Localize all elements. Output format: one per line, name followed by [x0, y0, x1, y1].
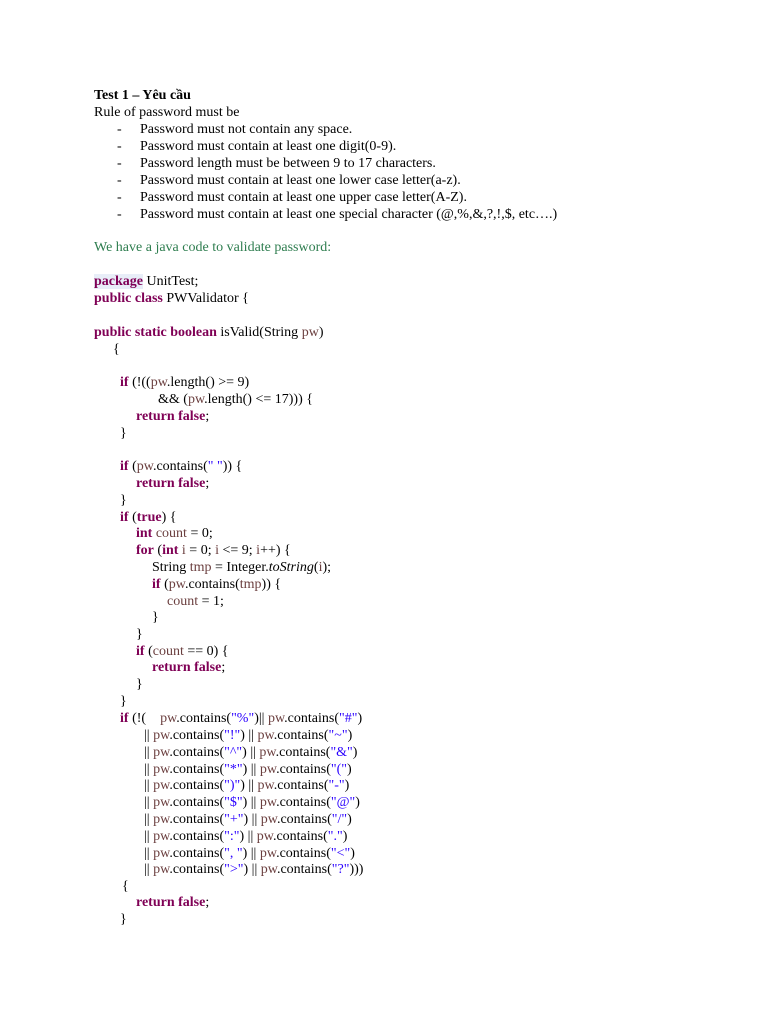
code-line-return [136, 475, 209, 492]
code-line-brace: { [122, 879, 129, 894]
code-method: toString [268, 560, 314, 575]
code-text: .contains( [276, 812, 332, 827]
code-text: || [258, 711, 265, 726]
code-var: pw [153, 795, 170, 810]
code-string: "+" [224, 812, 244, 827]
code-var: pw [187, 392, 205, 407]
code-line-special-or [144, 845, 355, 862]
code-text: ) [254, 711, 259, 726]
keyword: public class [94, 291, 163, 306]
code-text: ; [205, 895, 210, 910]
code-text: || [250, 795, 257, 810]
code-line-special-or [144, 828, 347, 845]
code-var: pw [257, 778, 274, 793]
code-text: .contains( [169, 728, 225, 743]
code-text: || [251, 812, 258, 827]
code-text: || [144, 745, 150, 760]
code-text: || [144, 829, 150, 844]
code-text: .contains( [284, 711, 339, 726]
code-text: ( [128, 459, 137, 474]
code-text: ) [239, 829, 248, 844]
code-var: tmp [239, 577, 262, 592]
code-string: "/" [331, 812, 348, 827]
code-text: .contains( [276, 862, 332, 877]
code-text: ; [221, 660, 226, 675]
code-text: )) { [222, 459, 243, 474]
code-text: .contains( [272, 829, 328, 844]
code-var: count [152, 644, 184, 659]
code-text: ) [318, 325, 324, 340]
code-text: || [144, 778, 150, 793]
code-text: = 0; [185, 543, 216, 558]
code-text: ) [342, 829, 348, 844]
code-var: pw [259, 762, 277, 777]
code-text: .contains( [169, 846, 225, 861]
code-string: "#" [339, 711, 358, 726]
code-string: "*" [224, 762, 243, 777]
code-string: "$" [224, 795, 243, 810]
code-var: pw [260, 812, 277, 827]
code-var: pw [257, 728, 274, 743]
code-text: || [251, 862, 258, 877]
code-var: pw [153, 745, 170, 760]
code-var: pw [153, 762, 170, 777]
code-text: .contains( [169, 762, 225, 777]
code-var: count [155, 526, 187, 541]
code-string: ">" [224, 862, 244, 877]
list-bullet: - [117, 139, 122, 154]
code-string: "(" [330, 762, 347, 777]
code-string: ")" [224, 778, 241, 793]
code-line-brace: } [136, 677, 143, 692]
code-line-brace: { [113, 342, 120, 357]
keyword: public static boolean [94, 325, 217, 340]
code-var: pw [168, 577, 185, 592]
code-var: pw [150, 375, 167, 390]
code-string: " " [207, 459, 223, 474]
list-item: Password must contain at least one lower case letter(a-z). [140, 173, 461, 188]
code-line-if-space [120, 458, 242, 475]
rule-intro: Rule of password must be [94, 105, 240, 120]
code-text: || [144, 762, 150, 777]
code-text: ) [347, 812, 352, 827]
code-line-string-tmp [152, 559, 331, 576]
code-line-if-special [120, 710, 362, 727]
code-text: .contains( [275, 745, 331, 760]
code-text: || [144, 846, 150, 861]
keyword: if [120, 510, 129, 525]
code-var: count [167, 594, 199, 609]
code-text: ) [355, 795, 360, 810]
code-text: .contains( [184, 577, 240, 592]
list-item: Password length must be between 9 to 17 characters. [140, 156, 436, 171]
code-text: || [144, 728, 150, 743]
code-text: ) [240, 778, 249, 793]
code-line-special-or [144, 861, 363, 878]
code-text: .contains( [276, 762, 331, 777]
code-text: ) [242, 846, 251, 861]
list-bullet: - [117, 207, 122, 222]
code-text: ) [243, 812, 252, 827]
code-string: "!" [224, 728, 241, 743]
code-text: ); [322, 560, 332, 575]
list-bullet: - [117, 173, 122, 188]
code-text: PWValidator { [162, 291, 249, 306]
code-line-brace: } [120, 912, 127, 927]
code-var: pw [256, 829, 273, 844]
keyword: if [136, 644, 145, 659]
code-line-if-true [120, 509, 177, 526]
code-line-return [136, 894, 209, 911]
code-line-special-or [144, 794, 360, 811]
code-text: || [248, 778, 255, 793]
code-string: "&" [330, 745, 353, 760]
code-text: ) [242, 762, 251, 777]
code-var: pw [301, 325, 319, 340]
code-text: = Integer. [211, 560, 269, 575]
code-text: ( [144, 644, 153, 659]
code-text: <= 9; [218, 543, 257, 558]
code-text: (!( [128, 711, 161, 726]
keyword: return false [136, 476, 206, 491]
code-var: i [318, 560, 323, 575]
keyword: return false [136, 895, 206, 910]
code-text: || [144, 795, 150, 810]
code-text: ) [344, 778, 350, 793]
code-string: "~" [328, 728, 348, 743]
code-text: = 1; [198, 594, 224, 609]
code-var: pw [259, 846, 277, 861]
code-text: ( [153, 543, 163, 558]
code-var: pw [259, 745, 276, 760]
code-var: pw [160, 711, 177, 726]
code-text: ++) { [260, 543, 291, 558]
document-title: Test 1 – Yêu cầu [94, 88, 191, 103]
code-text: ) { [161, 510, 177, 525]
code-text: .length() <= 17))) { [204, 392, 313, 407]
keyword: return false [152, 660, 222, 675]
code-line-brace: } [152, 610, 159, 625]
code-var: i [256, 543, 261, 558]
code-text: .contains( [169, 829, 225, 844]
keyword: if [120, 711, 129, 726]
code-text: .contains( [273, 728, 329, 743]
code-line-brace: } [136, 627, 143, 642]
code-text: .contains( [276, 846, 331, 861]
keyword: if [152, 577, 161, 592]
code-text: .contains( [169, 795, 225, 810]
keyword: package [94, 274, 143, 289]
code-text: ) [240, 728, 249, 743]
code-string: ":" [224, 829, 240, 844]
code-line-special-or [144, 777, 349, 794]
code-text: ) [347, 728, 353, 743]
code-text: || [247, 829, 254, 844]
code-var: pw [259, 795, 277, 810]
code-text: ) [346, 762, 352, 777]
code-text: ( [128, 510, 137, 525]
list-item: Password must contain at least one special character (@,%,&,?,!,$, etc….) [140, 207, 558, 222]
code-line-brace: } [120, 493, 127, 508]
code-text: ( [160, 577, 169, 592]
code-string: "?" [331, 862, 350, 877]
code-line-special-or [144, 761, 352, 778]
code-text: UnitTest; [143, 274, 199, 289]
code-string: "<" [330, 846, 351, 861]
code-var: tmp [189, 560, 212, 575]
keyword: if [120, 375, 129, 390]
code-var: pw [153, 846, 170, 861]
code-line-count-set [167, 593, 224, 610]
code-text: .contains( [169, 812, 225, 827]
code-text: String [152, 560, 190, 575]
list-item: Password must contain at least one upper case letter(A-Z). [140, 190, 467, 205]
code-line-special-or [144, 811, 352, 828]
code-text: = 0; [186, 526, 213, 541]
code-text: || [250, 846, 257, 861]
code-text: ( [313, 560, 319, 575]
code-text: ) [243, 862, 252, 877]
list-bullet: - [117, 190, 122, 205]
keyword: if [120, 459, 129, 474]
list-bullet: - [117, 156, 122, 171]
code-var: pw [153, 829, 170, 844]
code-text: isValid(String [216, 325, 302, 340]
code-text: || [250, 762, 257, 777]
code-text: ) [350, 846, 355, 861]
keyword: return false [136, 409, 206, 424]
code-line-for [136, 542, 291, 559]
code-var: pw [260, 862, 277, 877]
code-var: pw [136, 459, 153, 474]
code-line-brace: } [120, 426, 127, 441]
keyword: int [162, 543, 179, 558]
list-item: Password must contain at least one digit(0-9). [140, 139, 397, 154]
list-item: Password must not contain any space. [140, 122, 353, 137]
code-line-if-count [136, 643, 229, 660]
code-text: .length() >= 9) [166, 375, 250, 390]
code-text: ) [357, 711, 363, 726]
keyword: int [136, 526, 153, 541]
code-line-if-length [120, 374, 249, 391]
code-line-package [94, 273, 198, 290]
code-string: "@" [330, 795, 356, 810]
code-line-special-or [144, 727, 352, 744]
code-var: i [181, 543, 186, 558]
code-line-return [152, 659, 225, 676]
code-line-brace: } [120, 694, 127, 709]
code-text: || [144, 862, 150, 877]
code-var: pw [153, 728, 170, 743]
code-text: .contains( [273, 778, 329, 793]
code-text: || [250, 745, 256, 760]
code-text: .contains( [169, 745, 225, 760]
code-var: pw [153, 778, 170, 793]
code-line-special-or [144, 744, 357, 761]
code-text: ; [205, 476, 210, 491]
code-text: (!(( [128, 375, 151, 390]
java-intro: We have a java code to validate password: [94, 240, 332, 255]
code-text: ))) [349, 862, 364, 877]
code-text: ) [242, 795, 251, 810]
code-string: "^" [224, 745, 243, 760]
code-text: || [144, 812, 150, 827]
code-text: .contains( [176, 711, 232, 726]
code-string: "%" [231, 711, 255, 726]
code-text: .contains( [276, 795, 331, 810]
code-string: "." [327, 829, 343, 844]
code-text: ) [242, 745, 251, 760]
keyword: for [136, 543, 154, 558]
code-text: == 0) { [183, 644, 229, 659]
code-text: && ( [158, 392, 188, 407]
code-text: .contains( [152, 459, 208, 474]
code-var: i [215, 543, 219, 558]
code-line-count-init [136, 525, 213, 542]
code-var: pw [267, 711, 285, 726]
code-string: ", " [224, 846, 243, 861]
code-string: "-" [328, 778, 345, 793]
code-var: pw [153, 812, 170, 827]
code-text: ) [352, 745, 358, 760]
code-var: pw [153, 862, 170, 877]
code-line-method [94, 324, 323, 341]
code-line-return [136, 408, 209, 425]
code-line-class [94, 290, 249, 307]
code-line-if-contains-tmp [152, 576, 281, 593]
code-text: .contains( [169, 862, 225, 877]
code-text: ; [205, 409, 210, 424]
code-line-length-max [158, 391, 313, 408]
list-bullet: - [117, 122, 122, 137]
keyword: true [136, 510, 162, 525]
code-text: || [248, 728, 255, 743]
code-text: )) { [261, 577, 282, 592]
code-text: .contains( [169, 778, 225, 793]
